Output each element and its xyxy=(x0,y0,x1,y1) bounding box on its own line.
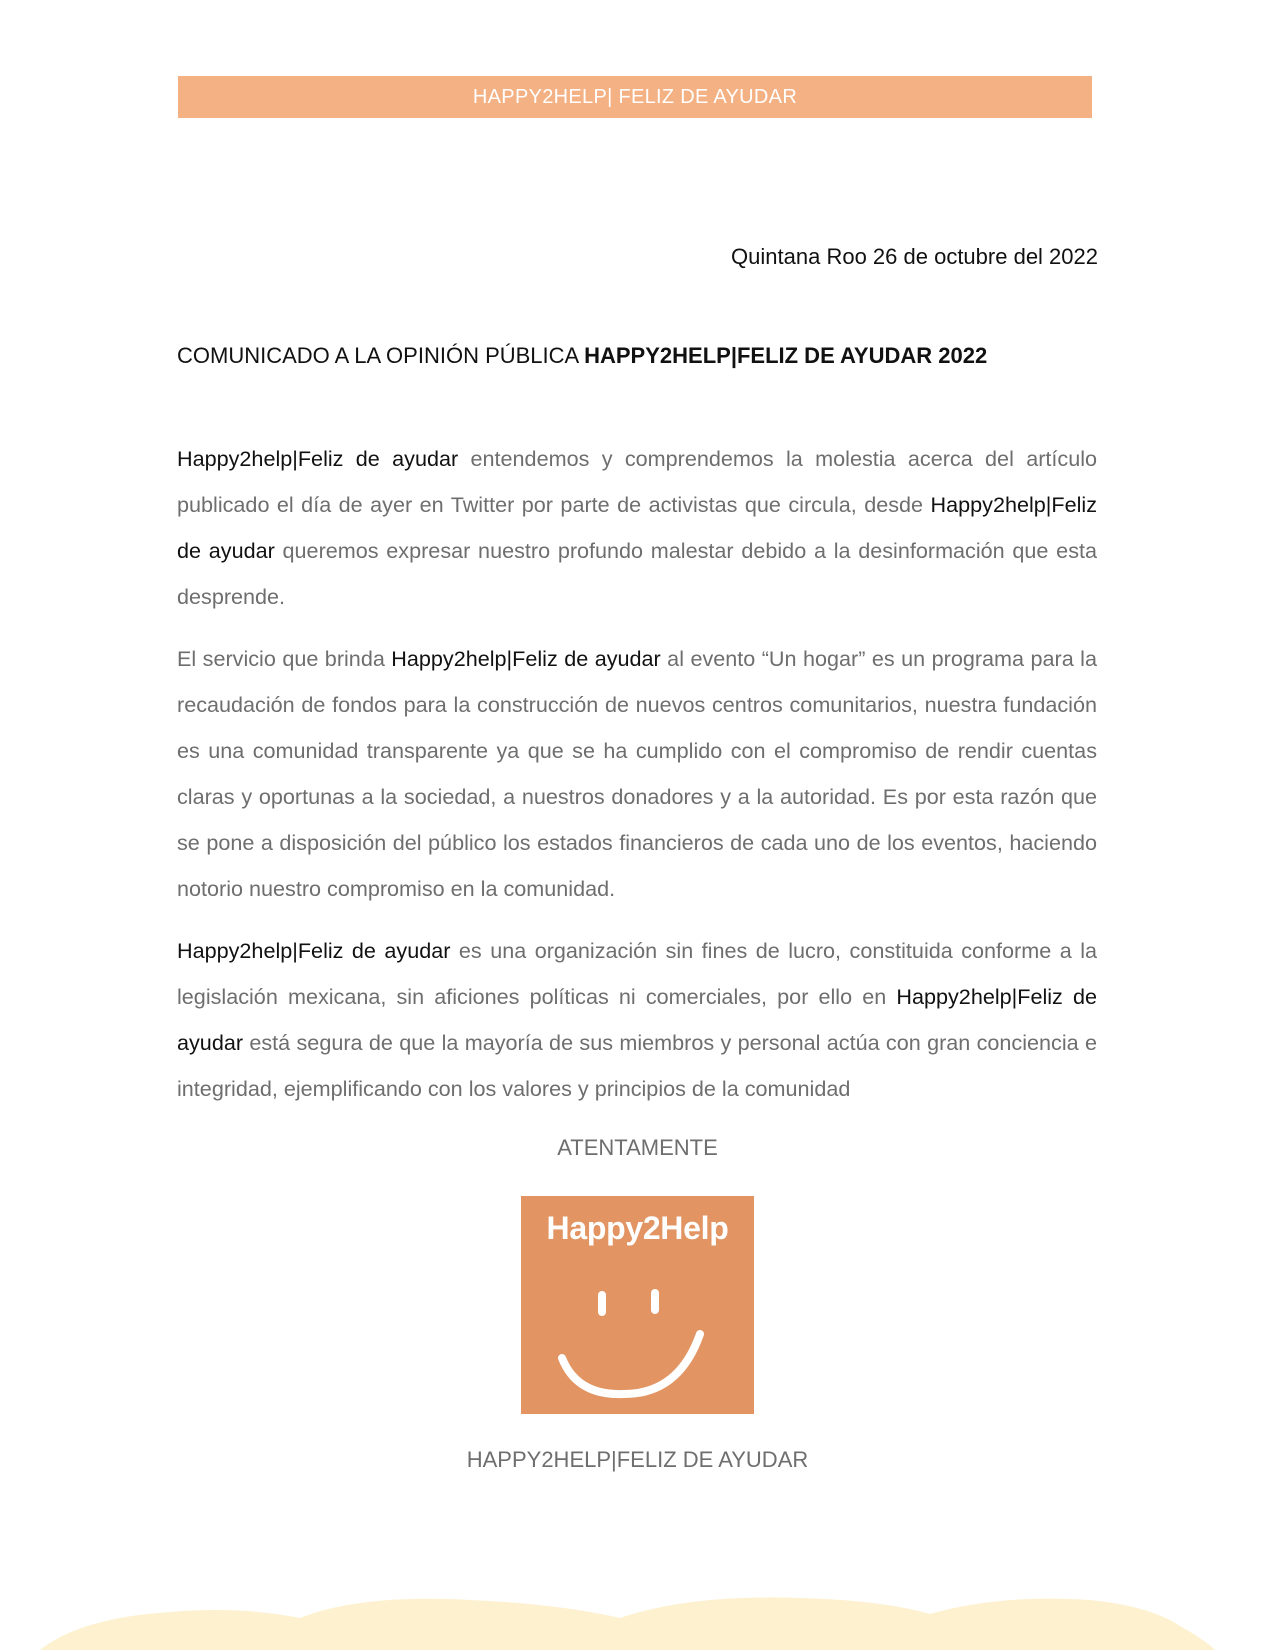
happy2help-logo xyxy=(521,1196,754,1414)
paragraph-text: al evento “Un hogar” es un programa para la recaudación de fondos para la construcción de nuevos centros comunitarios, nuestra fundación es una comunidad transparente ya que se ha cumplido con el compromiso de rendir cuentas claras y oportunas a la sociedad, a nuestros donadores y a la autoridad. Es por esta razón que se pone a disposición del público los estados financieros de cada uno de los eventos, haciendo notorio nuestro compromiso en la comunidad. xyxy=(177,646,1097,901)
org-name: Happy2help|Feliz de ayudar xyxy=(177,984,1097,1055)
paragraph-text: entendemos y comprendemos la molestia acerca del artículo publicado el día de ayer en Twitter por parte de activistas que circula, desde xyxy=(177,446,1098,517)
paragraph-text: está segura de que la mayoría de sus miembros y personal actúa con gran conciencia e integridad, ejemplificando con los valores y principios de la comunidad xyxy=(177,1030,1097,1101)
paragraph-text: El servicio que brinda xyxy=(177,646,392,671)
smiley-face-icon xyxy=(521,1196,754,1414)
paragraph-text: es una organización sin fines de lucro, constituida conforme a la legislación mexicana, sin aficiones políticas ni comerciales, por ello en xyxy=(177,938,1097,1009)
letter-date: Quintana Roo 26 de octubre del 2022 xyxy=(731,244,1098,269)
paragraph-1 xyxy=(177,436,1097,620)
logo-text: Happy2Help xyxy=(546,1210,729,1246)
header-text: HAPPY2HELP| FELIZ DE AYUDAR xyxy=(472,85,798,108)
org-name: Happy2help|Feliz de ayudar xyxy=(391,646,661,671)
title-prefix: COMUNICADO A LA OPINIÓN PÚBLICA xyxy=(177,343,585,368)
org-name: Happy2help|Feliz de ayudar xyxy=(177,446,459,471)
org-name: Happy2help|Feliz de ayudar xyxy=(177,938,451,963)
paragraph-text: queremos expresar nuestro profundo malestar debido a la desinformación que esta desprende. xyxy=(177,538,1097,609)
header-bar xyxy=(178,76,1092,118)
signature-org: HAPPY2HELP|FELIZ DE AYUDAR xyxy=(466,1447,809,1472)
closing-text: ATENTAMENTE xyxy=(557,1135,718,1160)
paragraph-3 xyxy=(177,928,1097,1112)
letter-title xyxy=(177,343,1097,369)
org-name: Happy2help|Feliz de ayudar xyxy=(177,492,1097,563)
footer-cloud-decoration xyxy=(0,1580,1275,1650)
paragraph-2 xyxy=(177,636,1097,912)
letter-body xyxy=(177,436,1097,1128)
title-bold: HAPPY2HELP|FELIZ DE AYUDAR 2022 xyxy=(584,343,988,368)
